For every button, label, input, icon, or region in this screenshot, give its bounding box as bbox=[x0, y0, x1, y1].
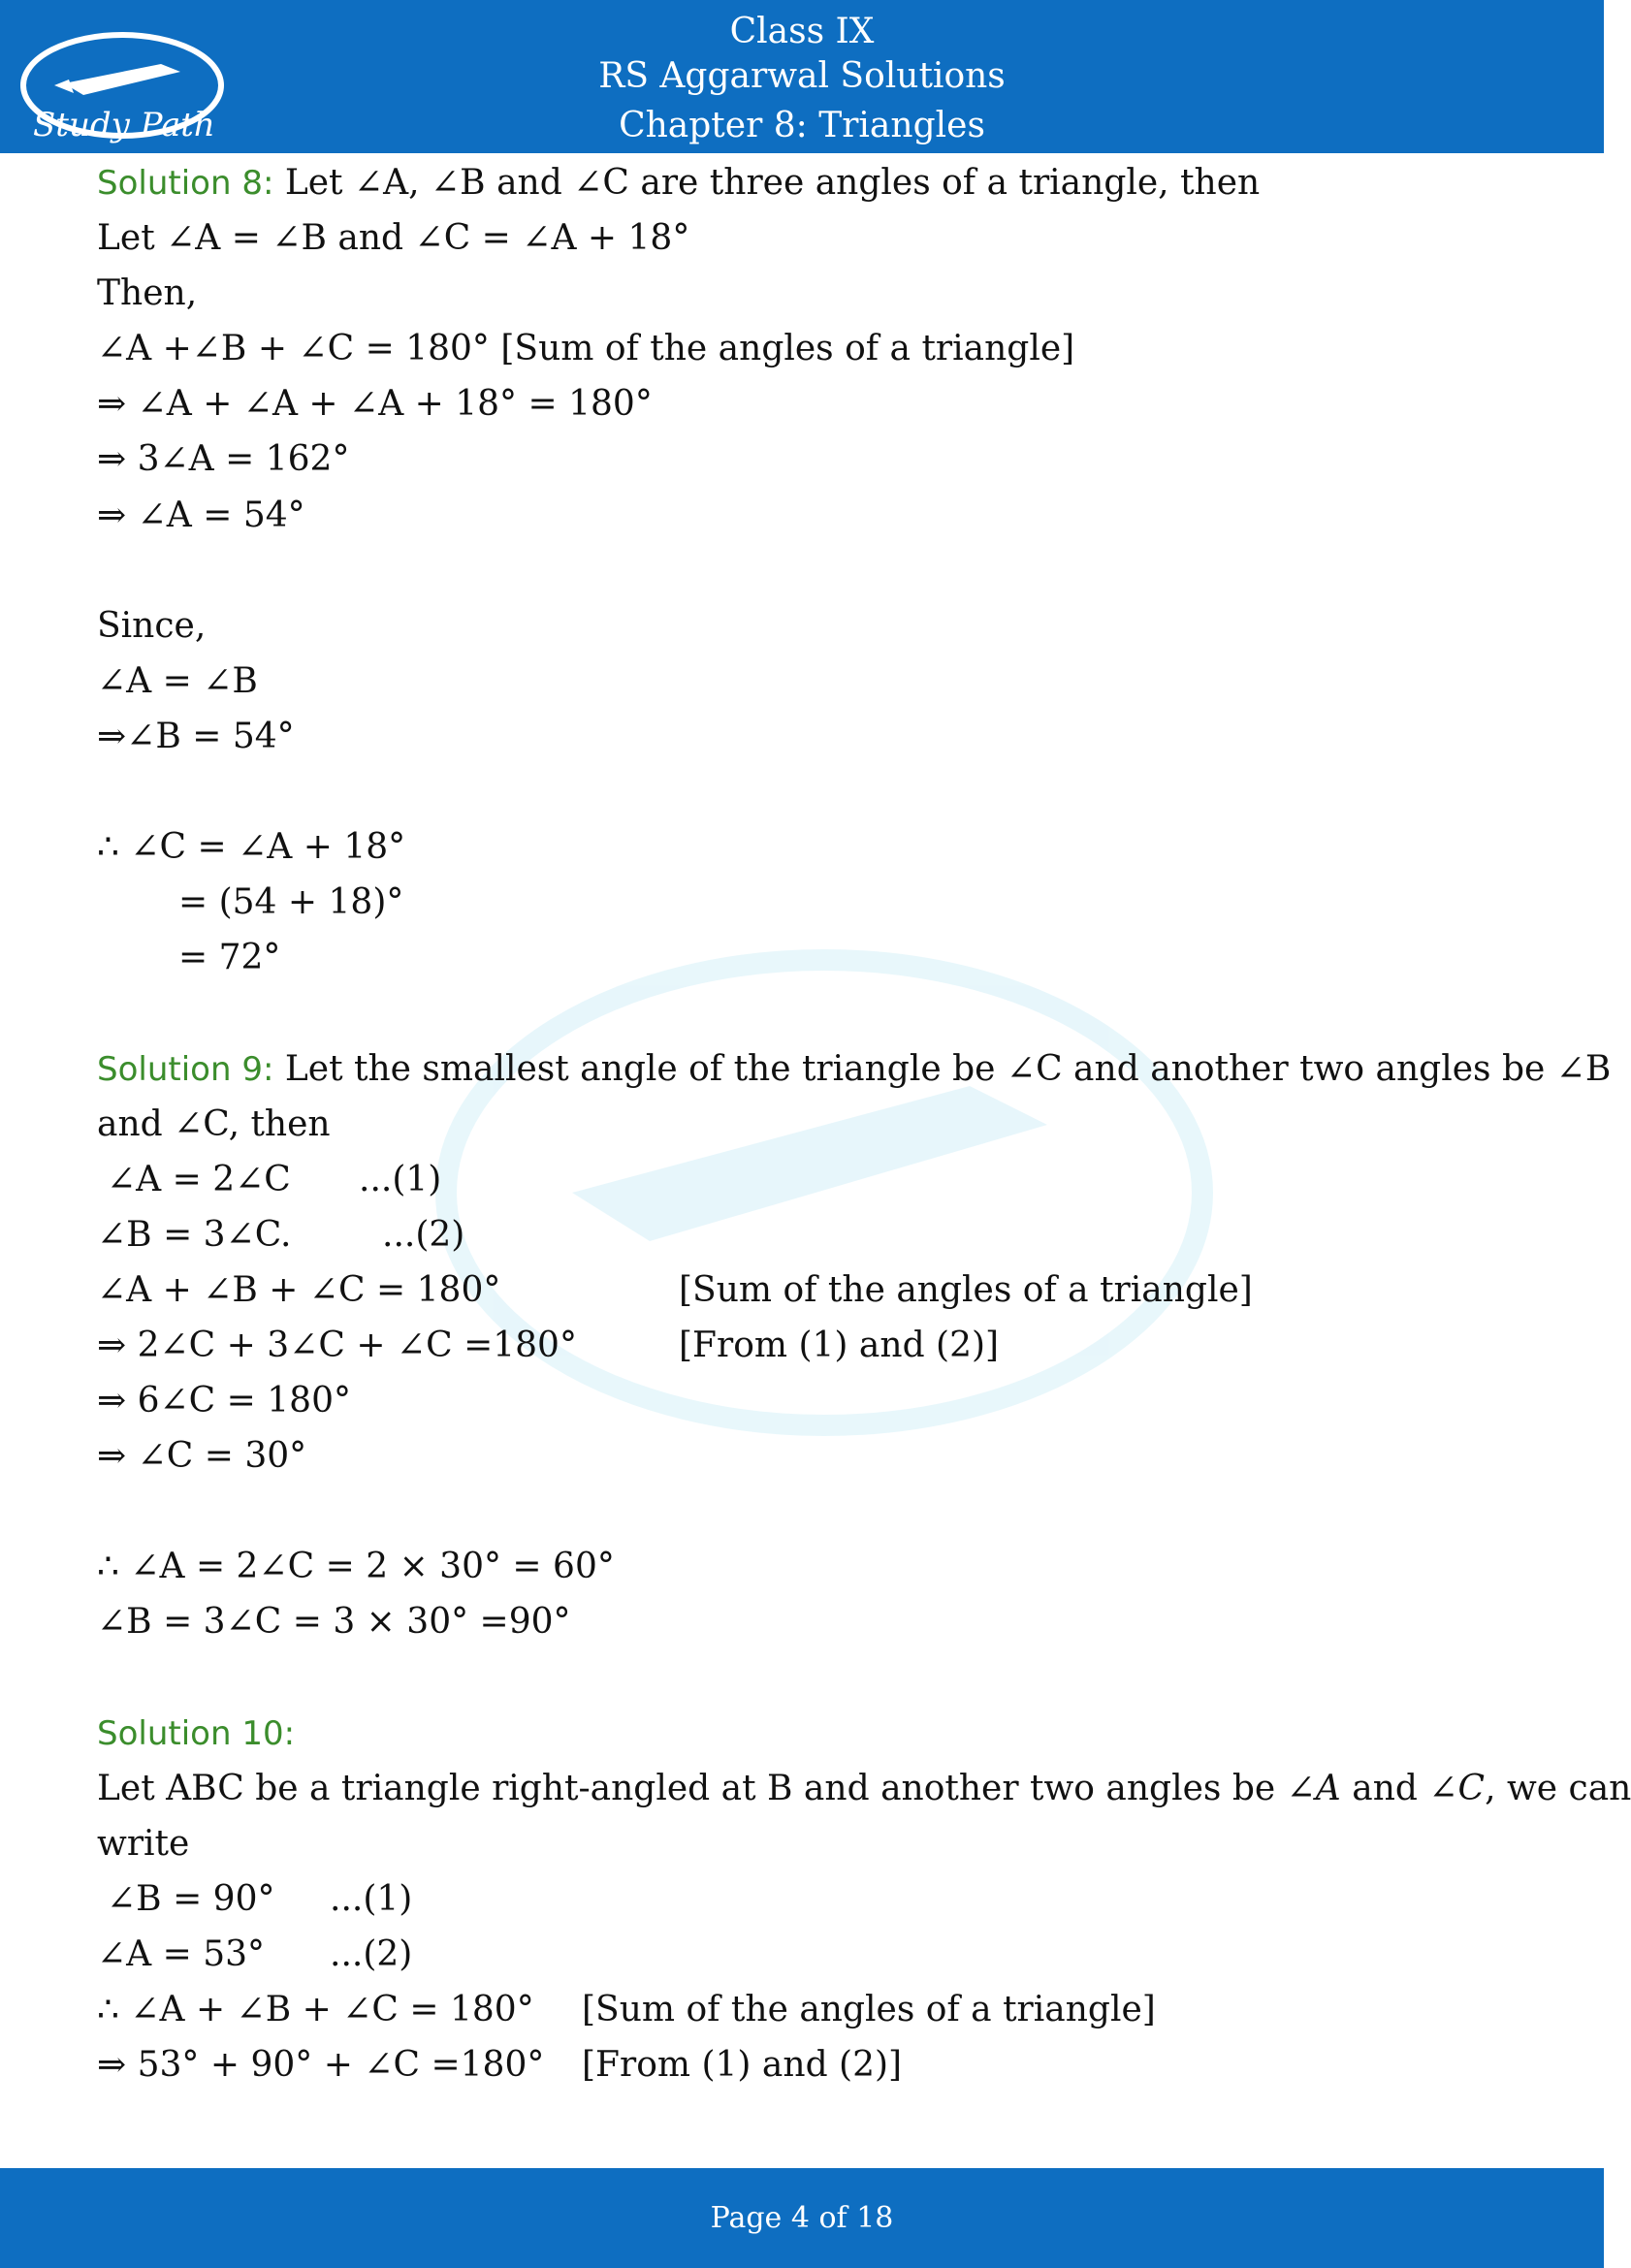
sol9-res1: ∴ ∠A = 2∠C = 2 × 30° = 60° bbox=[97, 1547, 615, 1587]
sol8-line: ⇒ ∠A = 54° bbox=[97, 495, 305, 535]
sol9-eq3-note: [Sum of the angles of a triangle] bbox=[679, 1269, 1253, 1310]
sol8-line: ∠A = ∠B bbox=[97, 660, 258, 701]
sol10-heading: Solution 10: bbox=[97, 1713, 296, 1753]
sol9-eq6: ⇒ ∠C = 30° bbox=[97, 1436, 307, 1477]
sol9-eq-row bbox=[97, 1207, 1513, 1262]
sol10-eq-row bbox=[97, 2037, 1513, 2092]
sol8-line: Then, bbox=[97, 273, 198, 314]
sol9-res2: ∠B = 3∠C = 3 × 30° =90° bbox=[97, 1602, 571, 1643]
spacer bbox=[97, 543, 1513, 598]
sol10-eq3-note: [Sum of the angles of a triangle] bbox=[582, 1990, 1156, 2030]
sol8-line: Since, bbox=[97, 605, 207, 646]
sol8-heading: Solution 8: bbox=[97, 164, 274, 203]
sol8-line: ∴ ∠C = ∠A + 18° bbox=[97, 827, 406, 868]
header-book: RS Aggarwal Solutions bbox=[598, 56, 1006, 96]
sol9-heading-row bbox=[97, 1041, 1612, 1097]
sol10-var-a: A bbox=[1315, 1768, 1341, 1808]
sol8-intro: Let ∠A, ∠B and ∠C are three angles of a triangle, then bbox=[273, 163, 1261, 203]
sol9-eq-row bbox=[97, 1152, 1513, 1207]
sol8-line: ⇒∠B = 54° bbox=[97, 716, 295, 756]
sol8-line: = 72° bbox=[178, 938, 281, 978]
sol10-var-c: C bbox=[1457, 1768, 1486, 1808]
page-header bbox=[0, 0, 1604, 153]
sol8-line: ∠A +∠B + ∠C = 180° [Sum of the angles of a triangle] bbox=[97, 329, 1075, 369]
sol9-eq1: ∠A = 2∠C bbox=[107, 1159, 291, 1199]
sol9-eq4: ⇒ 2∠C + 3∠C + ∠C =180° bbox=[97, 1325, 577, 1365]
sol10-intro-c: , we can bbox=[1485, 1768, 1631, 1808]
spacer bbox=[97, 1650, 1513, 1706]
sol9-eq-row bbox=[97, 1318, 1513, 1373]
sol8-line: Let ∠A = ∠B and ∠C = ∠A + 18° bbox=[97, 218, 690, 259]
sol10-heading-row bbox=[97, 1706, 1513, 1761]
sol10-eq2: ∠A = 53° bbox=[97, 1934, 266, 1974]
logo-text: Study Path bbox=[33, 106, 215, 144]
spacer bbox=[97, 1484, 1513, 1539]
sol10-eq-row bbox=[97, 1871, 1513, 1927]
sol10-intro2: write bbox=[97, 1823, 190, 1864]
sol9-eq2-ref: ...(2) bbox=[382, 1214, 465, 1255]
sol9-eq3: ∠A + ∠B + ∠C = 180° bbox=[97, 1269, 501, 1310]
sol10-eq1: ∠B = 90° bbox=[107, 1878, 275, 1919]
sol8-heading-row bbox=[97, 155, 1513, 210]
sol8-line: ⇒ ∠A + ∠A + ∠A + 18° = 180° bbox=[97, 384, 653, 425]
solutions-content bbox=[97, 155, 1631, 2092]
sol9-eq-row bbox=[97, 1262, 1513, 1318]
page-prefix: Page bbox=[710, 2201, 791, 2235]
sol10-eq3: ∴ ∠A + ∠B + ∠C = 180° bbox=[97, 1990, 534, 2030]
page-current: 4 bbox=[790, 2201, 810, 2235]
header-chapter: Chapter 8: Triangles bbox=[619, 106, 985, 145]
sol10-eq-row bbox=[97, 1927, 1513, 1982]
sol9-eq1-ref: ...(1) bbox=[359, 1159, 442, 1199]
sol10-eq4: ⇒ 53° + 90° + ∠C =180° bbox=[97, 2045, 545, 2086]
sol10-eq-row bbox=[97, 1982, 1513, 2037]
sol10-intro-a: Let ABC be a triangle right-angled at B and another two angles be ∠ bbox=[97, 1768, 1316, 1808]
sol9-eq4-note: [From (1) and (2)] bbox=[679, 1325, 1000, 1365]
sol8-line: ⇒ 3∠A = 162° bbox=[97, 439, 350, 480]
sol10-intro bbox=[97, 1761, 1631, 1816]
sol9-intro2: and ∠C, then bbox=[97, 1103, 331, 1144]
sol9-intro: Let the smallest angle of the triangle be ∠C and another two angles be ∠B bbox=[284, 1048, 1612, 1089]
sol9-eq2: ∠B = 3∠C. bbox=[97, 1214, 292, 1255]
page-mid: of bbox=[809, 2201, 857, 2235]
spacer bbox=[97, 764, 1513, 819]
sol10-intro-b: and ∠ bbox=[1340, 1768, 1458, 1808]
sol8-line: = (54 + 18)° bbox=[178, 882, 404, 923]
page-footer bbox=[0, 2168, 1604, 2268]
sol10-eq4-note: [From (1) and (2)] bbox=[582, 2045, 903, 2086]
header-class: Class IX bbox=[729, 12, 875, 51]
sol10-eq1-ref: ...(1) bbox=[330, 1878, 413, 1919]
spacer bbox=[97, 985, 1513, 1040]
page-total: 18 bbox=[856, 2201, 894, 2235]
sol10-eq2-ref: ...(2) bbox=[330, 1934, 413, 1974]
sol9-heading: Solution 9: bbox=[97, 1049, 274, 1089]
sol9-eq5: ⇒ 6∠C = 180° bbox=[97, 1381, 351, 1421]
